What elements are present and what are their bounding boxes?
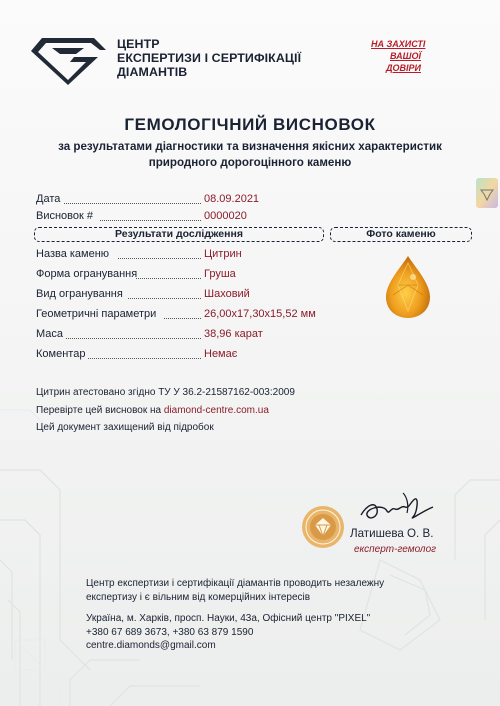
round-seal-icon — [301, 505, 345, 549]
result-label: Геометричні параметри — [36, 308, 157, 320]
attestation-note: Цитрин атестовано згідно ТУ У 36.2-21587162-003:2009 — [36, 387, 295, 398]
verify-prefix: Перевірте цей висновок на — [36, 405, 164, 416]
leader-dots — [66, 338, 201, 339]
result-value: Шаховий — [204, 288, 250, 300]
protection-note: Цей документ захищений від підробок — [36, 422, 214, 433]
gem-photo — [385, 255, 431, 319]
result-row-weight — [36, 328, 63, 340]
conclusion-leader-dots — [100, 220, 201, 221]
document-title: ГЕМОЛОГІЧНИЙ ВИСНОВОК — [124, 115, 376, 134]
independence-line-1: Центр експертизи і сертифікації діамантів проводить незалежну — [86, 578, 385, 589]
organization-name — [117, 37, 301, 79]
date-leader-dots — [64, 203, 201, 204]
result-value: Немає — [204, 348, 238, 360]
result-label: Назва каменю — [36, 248, 110, 260]
result-value: 38,96 карат — [204, 328, 263, 340]
leader-dots — [164, 318, 201, 319]
result-label: Вид огранування — [36, 288, 123, 300]
verify-link[interactable]: diamond-centre.com.ua — [163, 405, 269, 416]
contact-block — [86, 612, 370, 653]
leader-dots — [128, 298, 201, 299]
verify-note — [36, 405, 269, 416]
result-value: Цитрин — [204, 248, 242, 260]
expert-role: експерт-гемолог — [354, 544, 437, 555]
slogan-stamp — [357, 39, 449, 77]
photo-section-header: Фото каменю — [330, 227, 472, 242]
independence-line-2: експертизу і є вільним від комерційних інтересів — [86, 591, 311, 603]
leader-dots — [136, 278, 201, 279]
date-label: Дата — [36, 193, 61, 205]
results-section-header: Результати дослідження — [34, 227, 324, 242]
diamond-logo-icon — [30, 34, 108, 86]
subtitle-line-1: за результатами діагностики та визначення якісних характеристик — [58, 140, 442, 153]
email[interactable]: centre.diamonds@gmail.com — [86, 640, 216, 652]
result-value: 26,00х17,30х15,52 мм — [204, 308, 316, 320]
phones: +380 67 689 3673, +380 63 879 1590 — [86, 626, 254, 638]
conclusion-label: Висновок # — [36, 210, 93, 222]
result-label: Коментар — [36, 348, 86, 360]
result-value: Груша — [204, 268, 236, 280]
result-row-dimensions — [36, 308, 156, 320]
date-value: 08.09.2021 — [204, 193, 260, 205]
date-row — [36, 193, 60, 205]
result-row-comment — [36, 348, 85, 360]
result-row-cut-type — [36, 288, 123, 300]
stamp-line-3: ДОВІРИ — [386, 63, 421, 73]
result-row-stone-name — [36, 248, 109, 260]
stamp-line-1: НА ЗАХИСТІ — [371, 39, 426, 49]
result-label: Форма огранування — [36, 268, 138, 280]
leader-dots — [88, 358, 201, 359]
hologram-icon — [476, 178, 498, 208]
leader-dots — [118, 258, 201, 259]
result-row-cut-shape — [36, 268, 137, 280]
expert-name: Латишева О. В. — [350, 527, 434, 540]
stamp-line-2: ВАШОЇ — [390, 51, 421, 61]
subtitle-line-2: природного дорогоцінного каменю — [148, 156, 352, 169]
signature — [357, 487, 435, 527]
result-label: Маса — [36, 328, 64, 340]
org-line-2: ЕКСПЕРТИЗИ І СЕРТИФІКАЦІЇ — [117, 51, 302, 65]
conclusion-row — [36, 210, 93, 222]
org-line-3: ДІАМАНТІВ — [117, 65, 188, 79]
org-line-1: ЦЕНТР — [117, 37, 160, 51]
independence-statement — [86, 577, 384, 604]
conclusion-value: 0000020 — [204, 210, 247, 222]
address: Україна, м. Харків, просп. Науки, 43а, Офісний центр "PIXEL" — [86, 613, 371, 624]
